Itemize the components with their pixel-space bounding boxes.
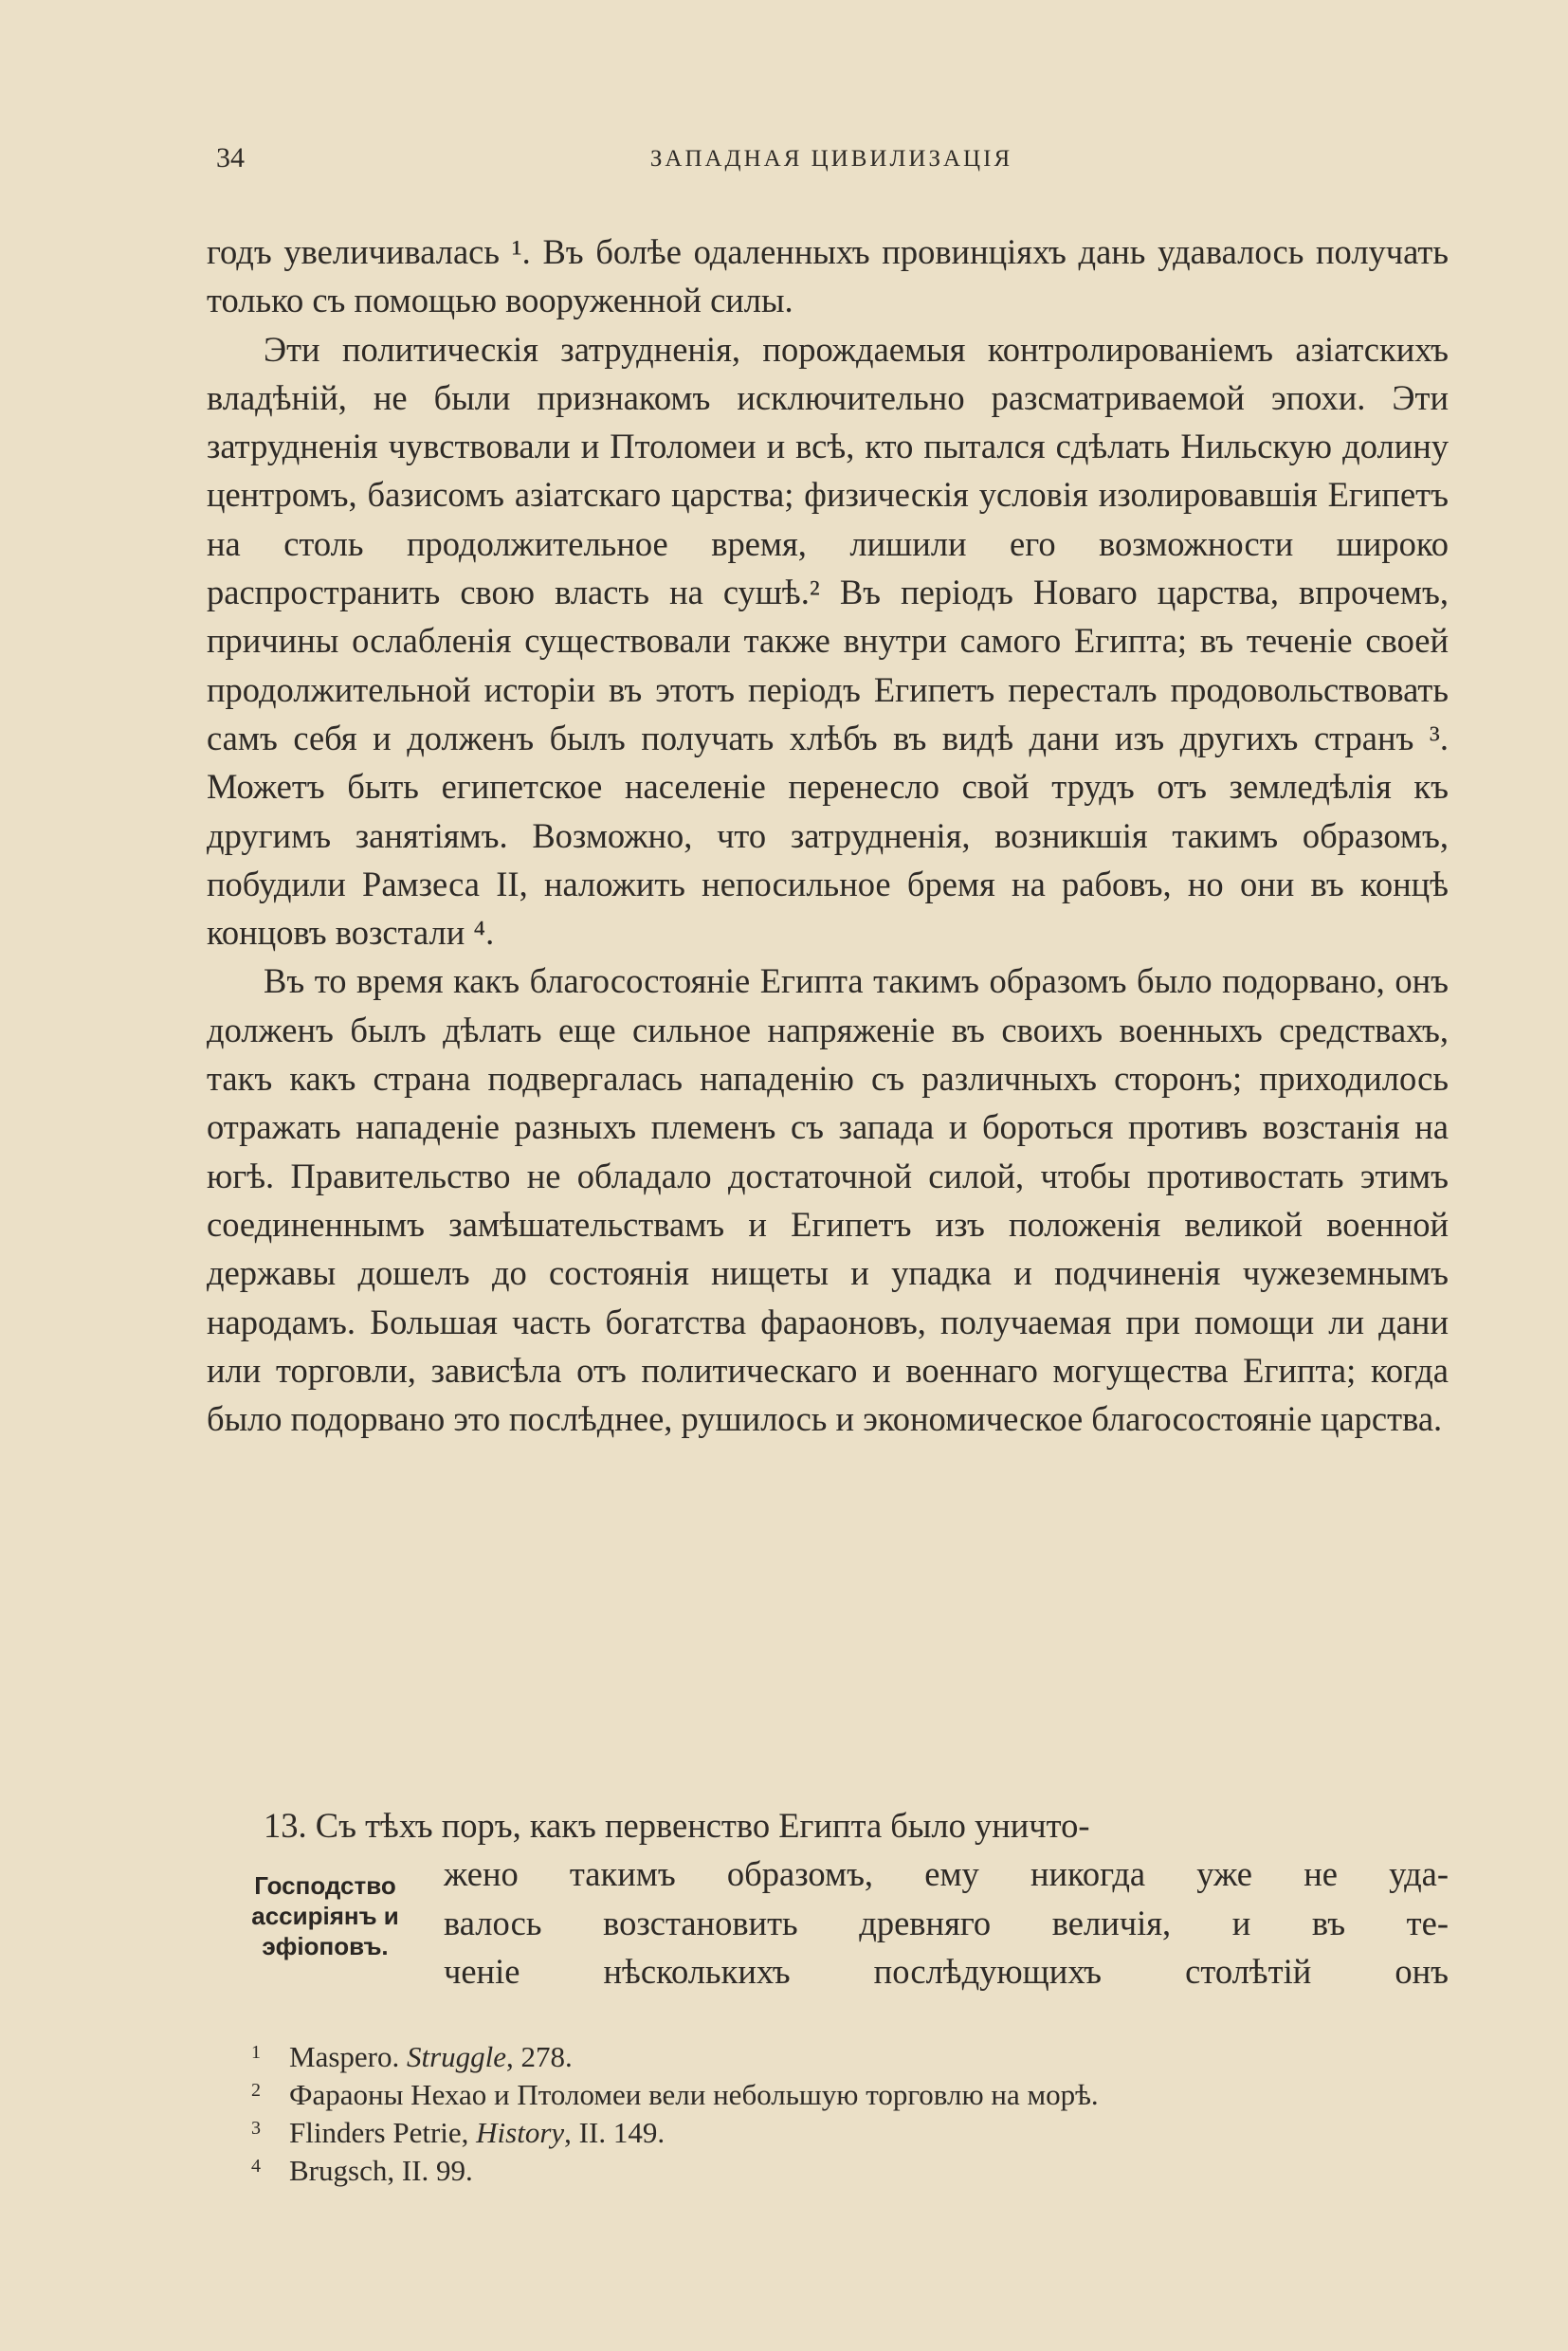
footnote-mark: 3	[251, 2118, 261, 2139]
footnote-text-part: , 278.	[506, 2040, 573, 2073]
footnote	[251, 2038, 1436, 2076]
section-13	[207, 1801, 1449, 1996]
section-line: жено такимъ образомъ, ему никогда уже не уда-	[444, 1854, 1449, 1894]
paragraph: Въ то время какъ благосостояніе Египта такимъ образомъ было подорвано, онъ долженъ былъ дѣлать еще сильное напряженіе въ своихъ военныхъ средствахъ, такъ какъ страна подвергалась нападенію съ различныхъ сторонъ; приходилось отражать нападеніе разныхъ племенъ съ запада и бороться противъ возстанія на югѣ. Правительство не обладало достаточной силой, чтобы противостать этимъ соединеннымъ замѣшательствамъ и Египетъ изъ положенія великой военной державы дошелъ до состоянія нищеты и упадка и подчиненія чужеземнымъ народамъ. Большая часть богатства фараоновъ, получаемая при помощи ли дани или торговли, зависѣла отъ политическаго и военнаго могущества Египта; когда было подорвано это послѣднее, рушилось и экономическое благосостояніе царства.	[207, 961, 1449, 1439]
section-lines	[444, 1850, 1449, 1996]
paragraph: годъ увеличивалась ¹. Въ болѣе одаленныхъ провинціяхъ дань удавалось получать только съ помощью вооруженной силы.	[207, 232, 1449, 320]
running-title: ЗАПАДНАЯ ЦИВИЛИЗАЦІЯ	[649, 146, 1013, 172]
side-heading-line: ассиріянъ и	[251, 1902, 399, 1931]
footnote-text	[289, 2114, 665, 2152]
footnote-title: Struggle	[406, 2040, 507, 2073]
section-body	[207, 1850, 1449, 1996]
side-heading-line: Господство	[254, 1871, 396, 1901]
footnote	[251, 2152, 1436, 2190]
footnote-text-part: Brugsch, II. 99.	[289, 2154, 473, 2187]
section-line: ченіе нѣсколькихъ послѣдующихъ столѣтій онъ	[444, 1951, 1449, 1991]
footnote	[251, 2076, 1436, 2114]
page-number: 34	[216, 142, 245, 173]
footnote-title: History	[476, 2116, 565, 2149]
section-first-line: 13. Съ тѣхъ поръ, какъ первенство Египта было уничто-	[264, 1806, 1090, 1845]
footnote-text-part: , II. 149.	[564, 2116, 665, 2149]
footnote-mark: 4	[251, 2156, 261, 2177]
footnote-text-part: Maspero.	[289, 2040, 407, 2073]
side-heading	[207, 1850, 444, 1996]
footnote-mark: 2	[251, 2080, 261, 2101]
paragraph: Эти политическія затрудненія, порождаемыя контролированіемъ азіатскихъ владѣній, не были признакомъ исключительно разсматриваемой эпохи. Эти затрудненія чувствовали и Птоломеи и всѣ, кто пытался сдѣлать Нильскую долину центромъ, базисомъ азіатскаго царства; физическія условія изолировавшія Египетъ на столь продолжительное время, лишили его возможности широко распространить свою власть на сушѣ.² Въ періодъ Новаго царства, впрочемъ, причины ослабленія существовали также внутри самого Египта; въ теченіе своей продолжительной исторіи въ этотъ періодъ Египетъ пересталъ продовольствовать самъ себя и долженъ былъ получать хлѣбъ въ видѣ дани изъ другихъ странъ ³. Можетъ быть египетское населеніе перенесло свой трудъ отъ земледѣлія къ другимъ занятіямъ. Возможно, что затрудненія, возникшія такимъ образомъ, побудили Рамзеса II, наложить непосильное бремя на рабовъ, но они въ концѣ концовъ возстали ⁴.	[207, 329, 1449, 953]
footnote-text	[289, 2152, 473, 2190]
page-header	[216, 142, 1447, 180]
side-heading-line: эфіоповъ.	[262, 1932, 389, 1961]
footnote-text	[289, 2076, 1099, 2114]
main-text	[207, 228, 1449, 1443]
footnote-text-part: Фараоны Нехао и Птоломеи вели небольшую торговлю на морѣ.	[289, 2078, 1099, 2111]
footnotes	[251, 2038, 1436, 2190]
footnote	[251, 2114, 1436, 2152]
footnote-mark: 1	[251, 2042, 261, 2063]
footnote-text	[289, 2038, 573, 2076]
section-line: валось возстановить древняго величія, и въ те-	[444, 1903, 1449, 1942]
footnote-text-part: Flinders Petrie,	[289, 2116, 477, 2149]
